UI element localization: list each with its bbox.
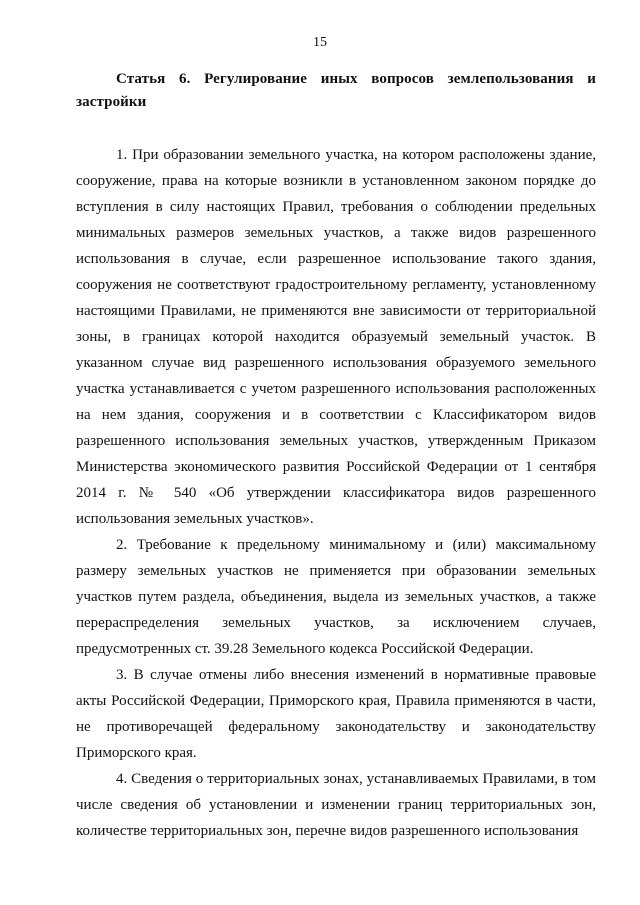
article-body: [76, 142, 596, 844]
paragraph-2: 2. Требование к предельному минимальному и (или) максимальному размеру земельных участков не применяется при образовании земельных участков путем раздела, объединения, выдела из земельных участков, а также перераспределения земельных участков, за исключением случаев, предусмотренных ст. 39.28 Земельного кодекса Российской Федерации.: [76, 537, 596, 657]
article-title: Статья 6. Регулирование иных вопросов землепользования и застройки: [76, 71, 596, 110]
paragraph-4: 4. Сведения о территориальных зонах, устанавливаемых Правилами, в том числе сведения об установлении и изменении границ территориальных зон, количестве территориальных зон, перечне видов разрешенного использования: [76, 771, 596, 839]
paragraph-1: 1. При образовании земельного участка, на котором расположены здание, сооружение, права на которые возникли в установленном законом порядке до вступления в силу настоящих Правил, требования о соблюдении предельных минимальных размеров земельных участков, а также видов разрешенного использования в случае, если разрешенное использование такого здания, сооружения не соответствуют градостроительному регламенту, установленному настоящими Правилами, не применяются вне зависимости от территориальной зоны, в границах которой находится образуемый земельный участок. В указанном случае вид разрешенного использования образуемого земельного участка устанавливается с учетом разрешенного использования расположенных на нем здания, сооружения и в соответствии с Классификатором видов разрешенного использования земельных участков, утвержденным Приказом Министерства экономического развития Российской Федерации от 1 сентября 2014 г. № 540 «Об утверждении классификатора видов разрешенного использования земельных участков».: [76, 147, 596, 527]
paragraph-3: 3. В случае отмены либо внесения изменений в нормативные правовые акты Российской Федерации, Приморского края, Правила применяются в части, не противоречащей федеральному законодательству и законодательству Приморского края.: [76, 667, 596, 761]
article-content: [76, 68, 596, 844]
page-number: 15: [313, 35, 327, 50]
